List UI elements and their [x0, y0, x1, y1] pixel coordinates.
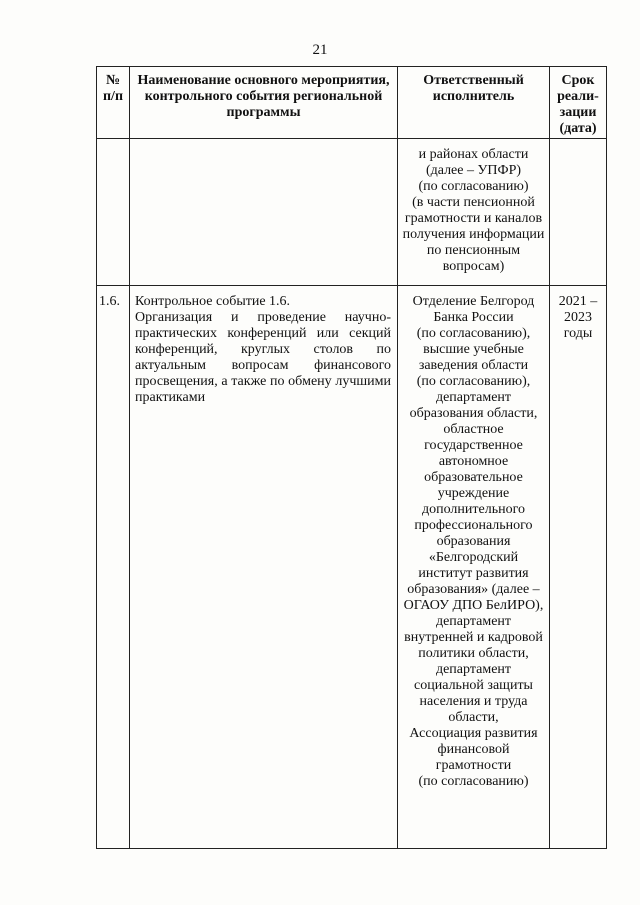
responsible-line: (по согласованию)	[418, 179, 529, 194]
control-event-title: Контрольное событие 1.6.	[135, 294, 291, 309]
responsible-line: образования	[436, 534, 511, 549]
header-num	[97, 67, 130, 139]
row-num-cell	[97, 286, 130, 849]
responsible-line: департамент	[435, 662, 512, 677]
header-term	[550, 67, 607, 139]
responsible-line: дополнительного	[422, 502, 525, 517]
header-term-line: (дата)	[559, 121, 597, 136]
header-num-line: №	[105, 73, 121, 88]
responsible-line: автономное	[438, 454, 509, 469]
responsible-line: получения информации	[402, 227, 545, 242]
header-responsible-line: Ответственный	[423, 73, 524, 88]
page-number: 21	[312, 42, 328, 58]
responsible-line: образовательное	[424, 470, 523, 485]
responsible-line: Ассоциация развития	[409, 726, 538, 741]
header-num-line: п/п	[102, 89, 124, 104]
responsible-line: населения и труда	[419, 694, 528, 709]
control-event-description: Организация и проведение научно-практических конференций или секций конференций, круглых столов по актуальным вопросам финансового просвещения, а также по обмену лучшими практиками	[135, 310, 391, 405]
header-term-line: Срок	[561, 73, 595, 88]
responsible-line: социальной защиты	[414, 678, 533, 693]
header-term-line: зации	[559, 105, 597, 120]
responsible-line: грамотности и каналов	[404, 211, 543, 226]
term-line: 2023	[564, 310, 592, 325]
responsible-line: (по согласованию),	[416, 374, 531, 389]
responsible-line: по пенсионным	[426, 243, 521, 258]
table-row-continuation	[97, 139, 607, 286]
responsible-line: областное	[443, 422, 504, 437]
responsible-line: «Белгородский	[428, 550, 519, 565]
responsible-line: и районах области	[418, 147, 529, 162]
responsible-line: (по согласованию),	[416, 326, 531, 341]
responsible-line: ОГАОУ ДПО БелИРО),	[403, 598, 544, 613]
responsible-line: профессионального	[414, 518, 533, 533]
header-name	[130, 67, 398, 139]
header-name-line: Наименование основного мероприятия,	[137, 73, 390, 88]
table-row-1-6	[97, 286, 607, 849]
responsible-line: высшие учебные	[423, 342, 524, 357]
continuation-name-cell	[130, 139, 398, 286]
header-responsible-line: исполнитель	[432, 89, 515, 104]
responsible-line: финансовой	[437, 742, 510, 757]
responsible-line: (по согласованию)	[418, 774, 529, 789]
responsible-line: заведения области	[418, 358, 529, 373]
header-name-line: контрольного события региональной	[144, 89, 383, 104]
responsible-line: департамент	[435, 614, 512, 629]
responsible-line: политики области,	[418, 646, 529, 661]
responsible-line: грамотности	[435, 758, 512, 773]
continuation-num-cell	[97, 139, 130, 286]
responsible-line: образования» (далее –	[407, 582, 540, 597]
header-term-line: реали-	[557, 89, 599, 104]
term-line: годы	[563, 326, 593, 341]
responsible-line: Банка России	[433, 310, 514, 325]
responsible-line: (в части пенсионной	[412, 195, 535, 210]
row-term-cell	[550, 286, 607, 849]
row-number: 1.6.	[99, 294, 120, 309]
row-responsible-cell	[398, 286, 550, 849]
continuation-term-cell	[550, 139, 607, 286]
responsible-line: вопросам)	[442, 259, 505, 274]
responsible-line: области,	[448, 710, 499, 725]
row-name-cell	[130, 286, 398, 849]
responsible-line: государственное	[424, 438, 523, 453]
table-header-row	[97, 67, 607, 139]
responsible-line: департамент	[435, 390, 512, 405]
term-line: 2021 –	[558, 294, 598, 309]
responsible-line: (далее – УПФР)	[425, 163, 522, 178]
continuation-responsible-cell	[398, 139, 550, 286]
header-responsible	[398, 67, 550, 139]
responsible-line: институт развития	[418, 566, 529, 581]
responsible-line: Отделение Белгород	[412, 294, 535, 309]
measures-table	[96, 66, 607, 849]
responsible-line: учреждение	[437, 486, 510, 501]
header-name-line: программы	[226, 105, 301, 120]
responsible-line: внутренней и кадровой	[404, 630, 543, 645]
responsible-line: образования области,	[409, 406, 538, 421]
